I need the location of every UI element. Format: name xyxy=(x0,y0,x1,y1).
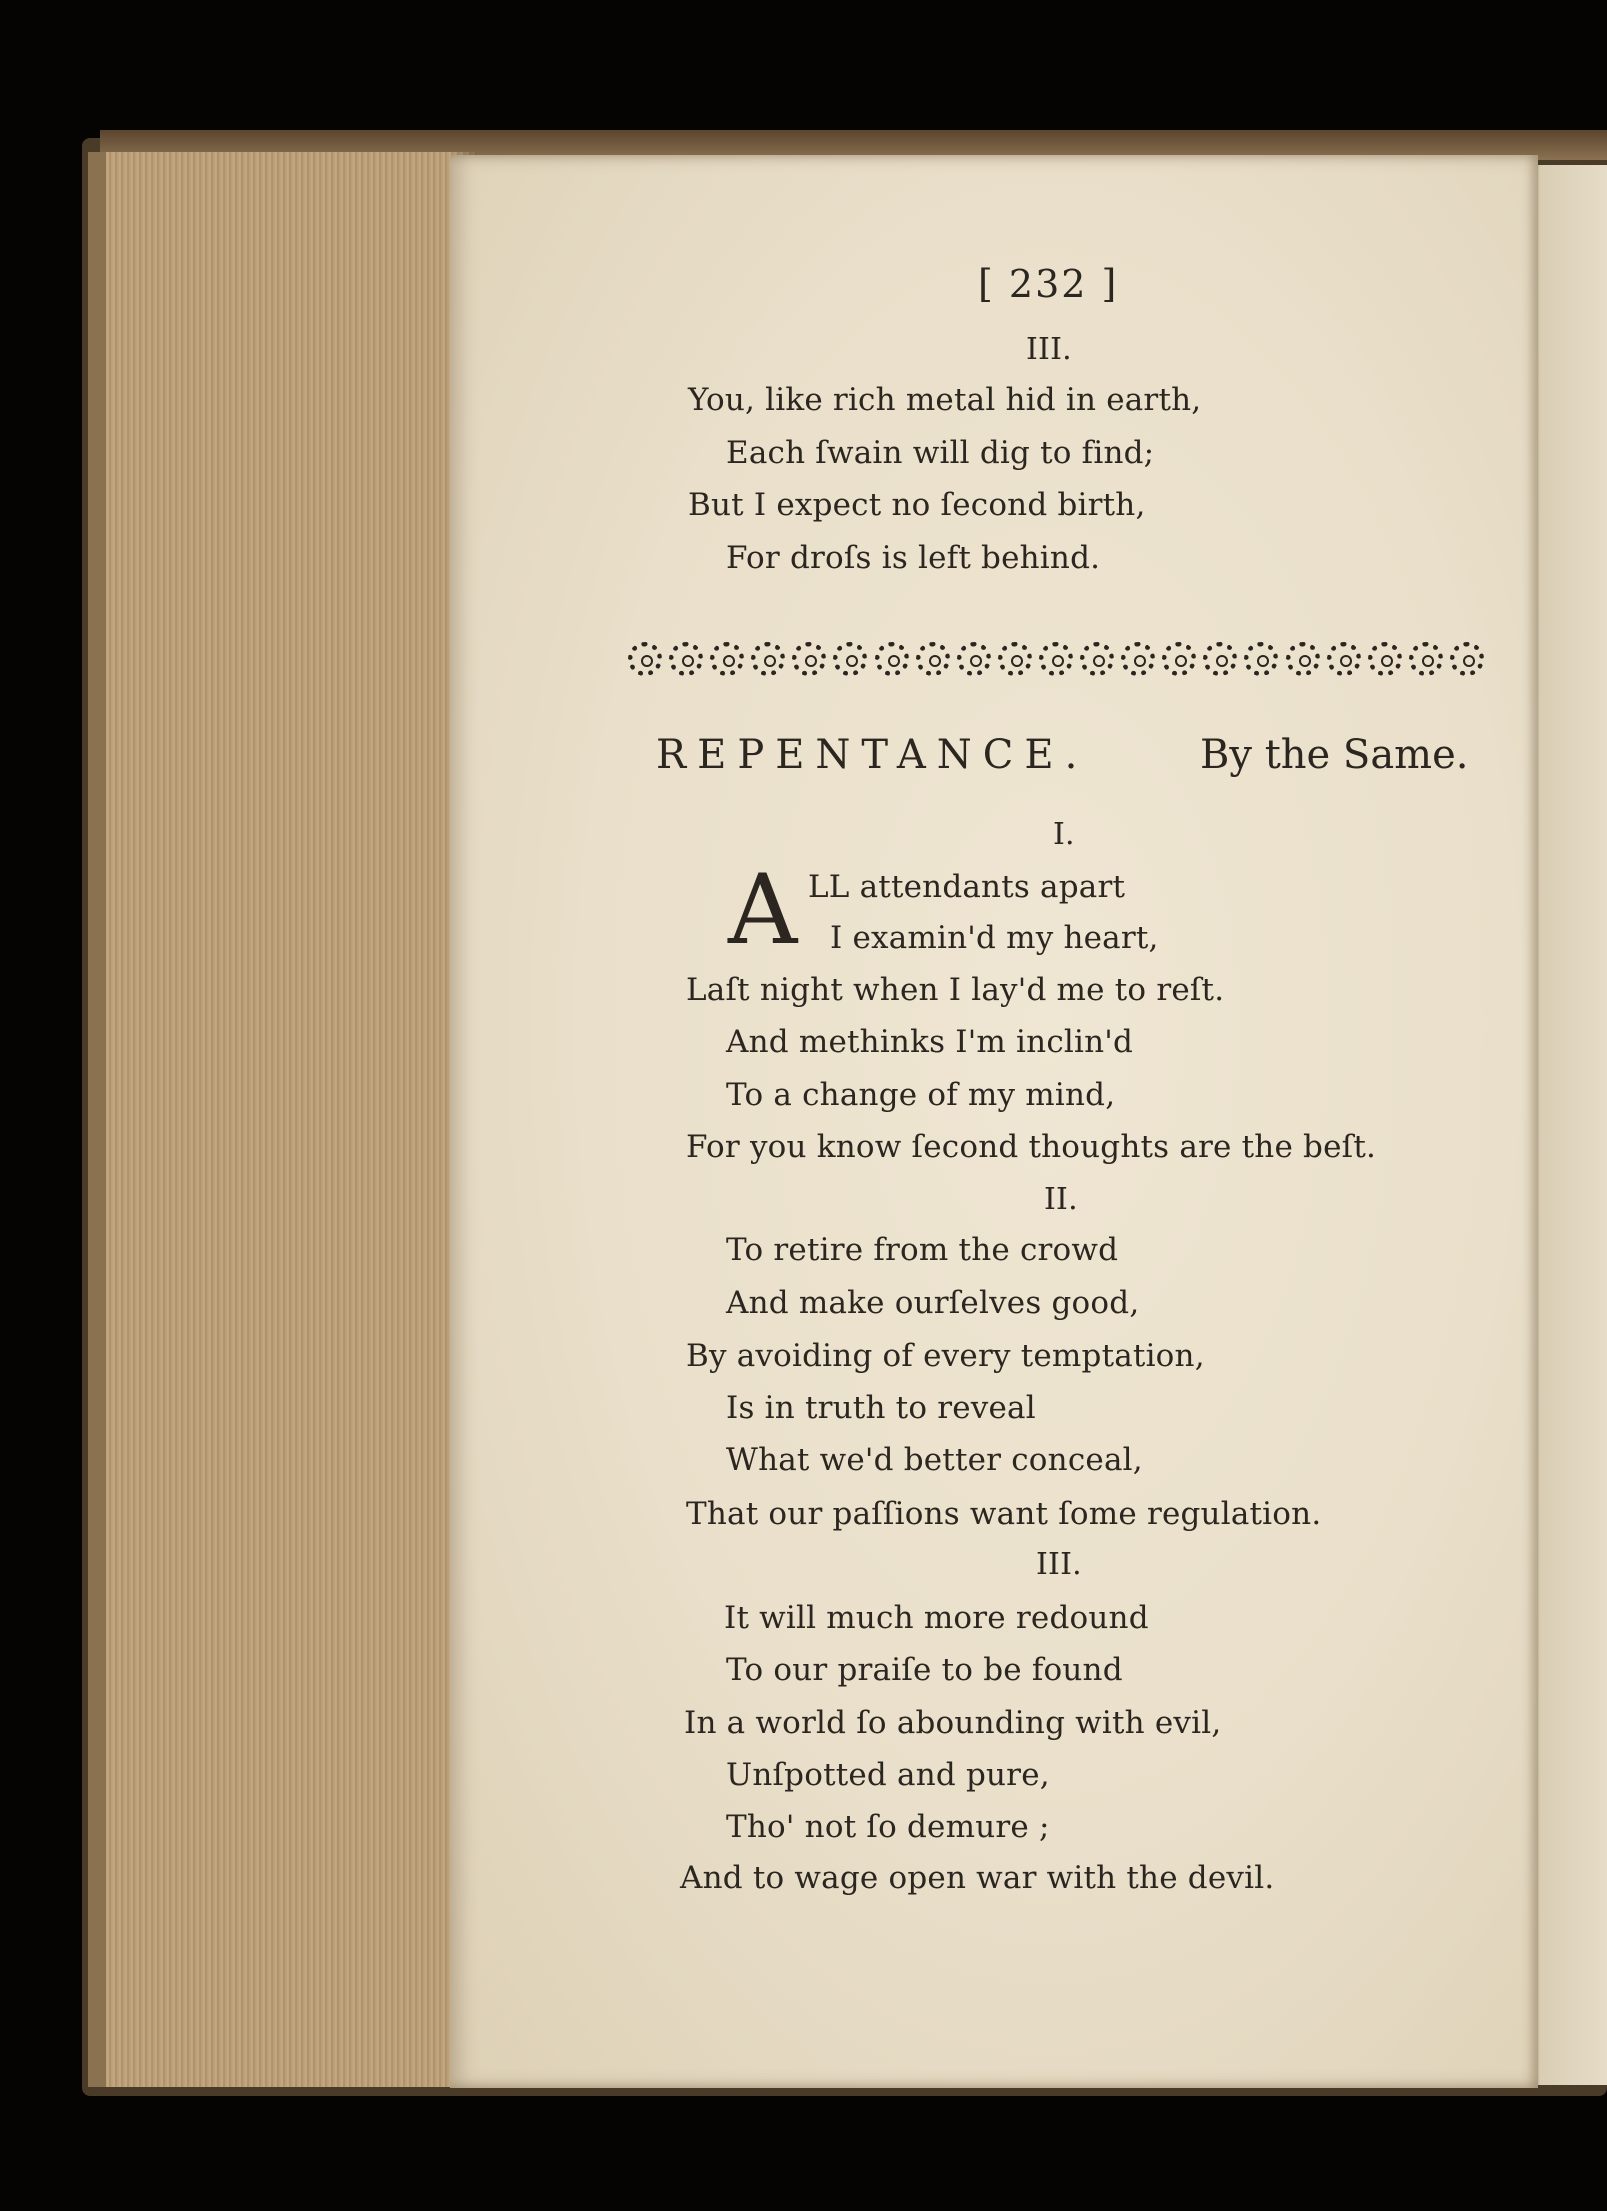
ornament-flower-icon xyxy=(669,642,703,676)
facing-page-edge xyxy=(1530,165,1607,2085)
ornament-flower-icon xyxy=(1121,642,1155,676)
ornament-flower-icon xyxy=(1039,642,1073,676)
verse-line: To a change of my mind, xyxy=(726,1077,1116,1113)
verse-line: You, like rich metal hid in earth, xyxy=(688,382,1202,418)
ornament-flower-icon xyxy=(1203,642,1237,676)
ornament-flower-icon xyxy=(628,642,662,676)
ornament-flower-icon xyxy=(1244,642,1278,676)
poem-title: REPENTANCE. xyxy=(656,732,1089,778)
stanza-numeral: III. xyxy=(1026,332,1072,367)
stanza-numeral: II. xyxy=(1044,1182,1078,1217)
verse-line: For droſs is left behind. xyxy=(726,540,1101,576)
verse-line: That our paſſions want ſome regulation. xyxy=(686,1496,1322,1532)
page-number: [ 232 ] xyxy=(978,262,1119,306)
ornament-flower-icon xyxy=(957,642,991,676)
ornament-flower-icon xyxy=(1162,642,1196,676)
ornament-flower-icon xyxy=(751,642,785,676)
drop-cap: A xyxy=(728,854,798,966)
verse-line: And to wage open war with the devil. xyxy=(680,1860,1275,1896)
page-edges xyxy=(88,152,476,2087)
verse-line: It will much more redound xyxy=(724,1600,1149,1636)
ornament-flower-icon xyxy=(710,642,744,676)
verse-line: Each ſwain will dig to find; xyxy=(726,435,1155,471)
ornament-flower-icon xyxy=(1368,642,1402,676)
verse-line: LL attendants apart xyxy=(808,869,1126,905)
ornament-flower-icon xyxy=(875,642,909,676)
verse-line: To our praiſe to be found xyxy=(726,1652,1123,1688)
ornament-flower-icon xyxy=(1286,642,1320,676)
verse-line: Is in truth to reveal xyxy=(726,1390,1036,1426)
verse-line: To retire from the crowd xyxy=(726,1232,1119,1268)
verse-line: And make ourſelves good, xyxy=(726,1285,1140,1321)
stanza-numeral: I. xyxy=(1053,817,1075,852)
poem-byline: By the Same. xyxy=(1200,732,1469,778)
verse-line: For you know ſecond thoughts are the beſt. xyxy=(686,1129,1377,1165)
verse-line: Unſpotted and pure, xyxy=(726,1757,1050,1793)
ornament-flower-icon xyxy=(792,642,826,676)
verse-line: I examin'd my heart, xyxy=(830,920,1159,956)
stanza-numeral: III. xyxy=(1036,1547,1082,1582)
ornament-flower-icon xyxy=(1327,642,1361,676)
verse-line: But I expect no ſecond birth, xyxy=(688,487,1146,523)
verse-line: In a world ſo abounding with evil, xyxy=(684,1705,1222,1741)
ornament-flower-icon xyxy=(1080,642,1114,676)
ornament-flower-icon xyxy=(916,642,950,676)
ornament-flower-icon xyxy=(998,642,1032,676)
verse-line: And methinks I'm inclin'd xyxy=(726,1024,1134,1060)
verse-line: Tho' not ſo demure ; xyxy=(726,1809,1050,1845)
ornamental-divider xyxy=(628,640,1484,678)
verse-line: By avoiding of every temptation, xyxy=(686,1338,1205,1374)
ornament-flower-icon xyxy=(1450,642,1484,676)
verse-line: What we'd better conceal, xyxy=(726,1442,1143,1478)
ornament-flower-icon xyxy=(1409,642,1443,676)
ornament-flower-icon xyxy=(833,642,867,676)
verse-line: Laſt night when I lay'd me to reſt. xyxy=(686,972,1225,1008)
